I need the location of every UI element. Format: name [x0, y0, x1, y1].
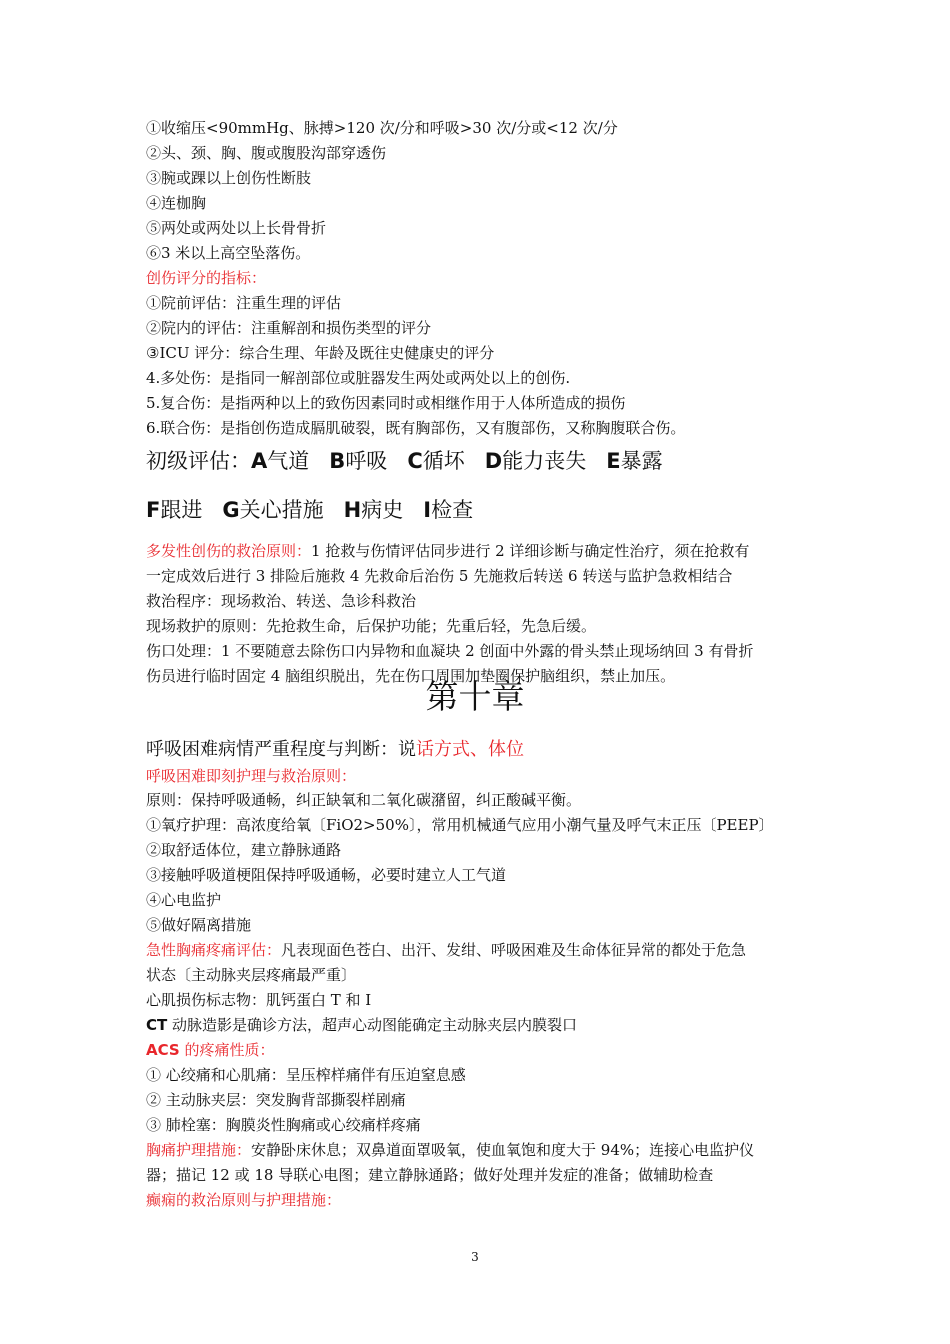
- chest-pain-text: 凡表现面色苍白、出汗、发绀、呼吸困难及生命体征异常的都处于危急: [281, 941, 747, 959]
- trauma-score-heading: 创伤评分的指标：: [146, 269, 267, 287]
- definition-multiple-injury: 4.多处伤：是指同一解剖部位或脏器发生两处或两处以上的创伤.: [146, 369, 571, 387]
- multi-trauma-label: 多发性创伤的救治原则：: [146, 542, 312, 560]
- chest-pain-care-text-2: 器；描记 12 或 18 导联心电图；建立静脉通路；做好处理并发症的准备；做辅助检查: [146, 1166, 714, 1184]
- dyspnea-care-heading: 呼吸困难即刻护理与救治原则：: [146, 767, 357, 785]
- assessment-letter: I: [423, 498, 432, 522]
- assessment-letter: C: [407, 449, 423, 473]
- assessment-text: 暴露: [620, 449, 663, 473]
- dyspnea-severity: [146, 738, 524, 762]
- dyspnea-care-item-3: ②取舒适体位，建立静脉通路: [146, 841, 342, 859]
- multi-trauma-text: 1 抢救与伤情评估同步进行 2 详细诊断与确定性治疗，须在抢救有: [311, 542, 750, 560]
- assessment-letter: F: [146, 498, 161, 522]
- page-number: 3: [471, 1250, 479, 1264]
- assessment-letter: H: [343, 498, 362, 522]
- wound-handling-1: 伤口处理：1 不要随意去除伤口内异物和血凝块 2 创面中外露的骨头禁止现场纳回 3 有骨折: [146, 642, 754, 660]
- ct-text: 动脉造影是确诊方法，超声心动图能确定主动脉夹层内膜裂口: [167, 1016, 578, 1034]
- criteria-line-5: ⑤两处或两处以上长骨骨折: [146, 219, 327, 237]
- dyspnea-severity-prefix: 呼吸困难病情严重程度与判断：说: [146, 739, 416, 760]
- rescue-procedure: 救治程序：现场救治、转送、急诊科救治: [146, 592, 417, 610]
- myocardial-markers: 心肌损伤标志物：肌钙蛋白 T 和 I: [146, 991, 372, 1009]
- dyspnea-severity-red: 话方式、体位: [416, 739, 524, 760]
- definition-combined-injury: 6.联合伤：是指创伤造成膈肌破裂，既有胸部伤，又有腹部伤，又称胸腹联合伤。: [146, 419, 686, 437]
- assessment-text: 能力丧失: [502, 449, 587, 473]
- assessment-text: 关心措施: [239, 498, 324, 522]
- dyspnea-care-item-1: 原则：保持呼吸通畅，纠正缺氧和二氧化碳潴留，纠正酸碱平衡。: [146, 791, 582, 809]
- assessment-text: 气道: [267, 449, 310, 473]
- assessment-letter: A: [251, 449, 268, 473]
- onsite-principles: 现场救护的原则：先抢救生命，后保护功能；先重后轻，先急后缓。: [146, 617, 597, 635]
- acs-heading-text: 的疼痛性质：: [179, 1041, 275, 1059]
- acs-heading: [146, 1040, 274, 1060]
- chest-pain-care: [146, 1140, 754, 1160]
- acs-item-3: ③ 肺栓塞：胸膜炎性胸痛或心绞痛样疼痛: [146, 1116, 421, 1134]
- criteria-line-2: ②头、颈、胸、腹或腹股沟部穿透伤: [146, 144, 387, 162]
- criteria-line-4: ④连枷胸: [146, 194, 207, 212]
- chest-pain-care-text: 安静卧床休息；双鼻道面罩吸氧，使血氧饱和度大于 94%；连接心电监护仪: [251, 1141, 755, 1159]
- chest-pain-assessment: [146, 940, 746, 960]
- chest-pain-text-2: 状态〔主动脉夹层疼痛最严重〕: [146, 966, 357, 984]
- criteria-line-3: ③腕或踝以上创伤性断肢: [146, 169, 312, 187]
- acs-label: ACS: [146, 1041, 180, 1059]
- dyspnea-care-item-5: ④心电监护: [146, 891, 222, 909]
- assessment-text: 检查: [431, 498, 474, 522]
- dyspnea-care-item-4: ③接触呼吸道梗阻保持呼吸通畅，必要时建立人工气道: [146, 866, 507, 884]
- dyspnea-care-item-2: ①氧疗护理：高浓度给氧〔FiO2>50%〕，常用机械通气应用小潮气量及呼气末正压〔PEEP〕: [146, 816, 774, 834]
- ct-label: CT: [146, 1016, 168, 1034]
- criteria-line-6: ⑥3 米以上高空坠落伤。: [146, 244, 311, 262]
- chapter-title: 第十章: [425, 677, 525, 716]
- trauma-score-item-3: ③ICU 评分：综合生理、年龄及既往史健康史的评分: [146, 344, 495, 362]
- trauma-score-item-1: ①院前评估：注重生理的评估: [146, 294, 342, 312]
- ct-angiography: [146, 1015, 577, 1035]
- primary-assessment-line-1: [146, 448, 663, 474]
- epilepsy-heading: 癫痫的救治原则与护理措施：: [146, 1191, 342, 1209]
- acs-item-1: ① 心绞痛和心肌痛：呈压榨样痛伴有压迫窒息感: [146, 1066, 466, 1084]
- assessment-text: 跟进: [160, 498, 203, 522]
- assessment-letter: D: [484, 449, 503, 473]
- assessment-letter: G: [222, 498, 240, 522]
- assessment-letter: B: [329, 449, 346, 473]
- assessment-letter: E: [606, 449, 621, 473]
- chest-pain-care-label: 胸痛护理措施：: [146, 1141, 252, 1159]
- assessment-text: 循坏: [422, 449, 465, 473]
- chest-pain-label: 急性胸痛疼痛评估：: [146, 941, 282, 959]
- primary-assessment-prefix: 初级评估：: [146, 449, 251, 473]
- assessment-text: 病史: [361, 498, 404, 522]
- multi-trauma-principles: [146, 541, 749, 561]
- trauma-score-item-2: ②院内的评估：注重解剖和损伤类型的评分: [146, 319, 432, 337]
- definition-compound-injury: 5.复合伤：是指两种以上的致伤因素同时或相继作用于人体所造成的损伤: [146, 394, 626, 412]
- wound-handling-2: 伤员进行临时固定 4 脑组织脱出，先在伤口周围加垫圈保护脑组织，禁止加压。: [146, 667, 676, 685]
- acs-item-2: ② 主动脉夹层：突发胸背部撕裂样剧痛: [146, 1091, 406, 1109]
- assessment-text: 呼吸: [345, 449, 388, 473]
- primary-assessment-line-2: [146, 497, 473, 523]
- dyspnea-care-item-6: ⑤做好隔离措施: [146, 916, 252, 934]
- criteria-line-1: ①收缩压<90mmHg、脉搏>120 次/分和呼吸>30 次/分或<12 次/分: [146, 119, 618, 137]
- multi-trauma-text-2: 一定成效后进行 3 排险后施救 4 先救命后治伤 5 先施救后转送 6 转送与监护急救相结合: [146, 567, 733, 585]
